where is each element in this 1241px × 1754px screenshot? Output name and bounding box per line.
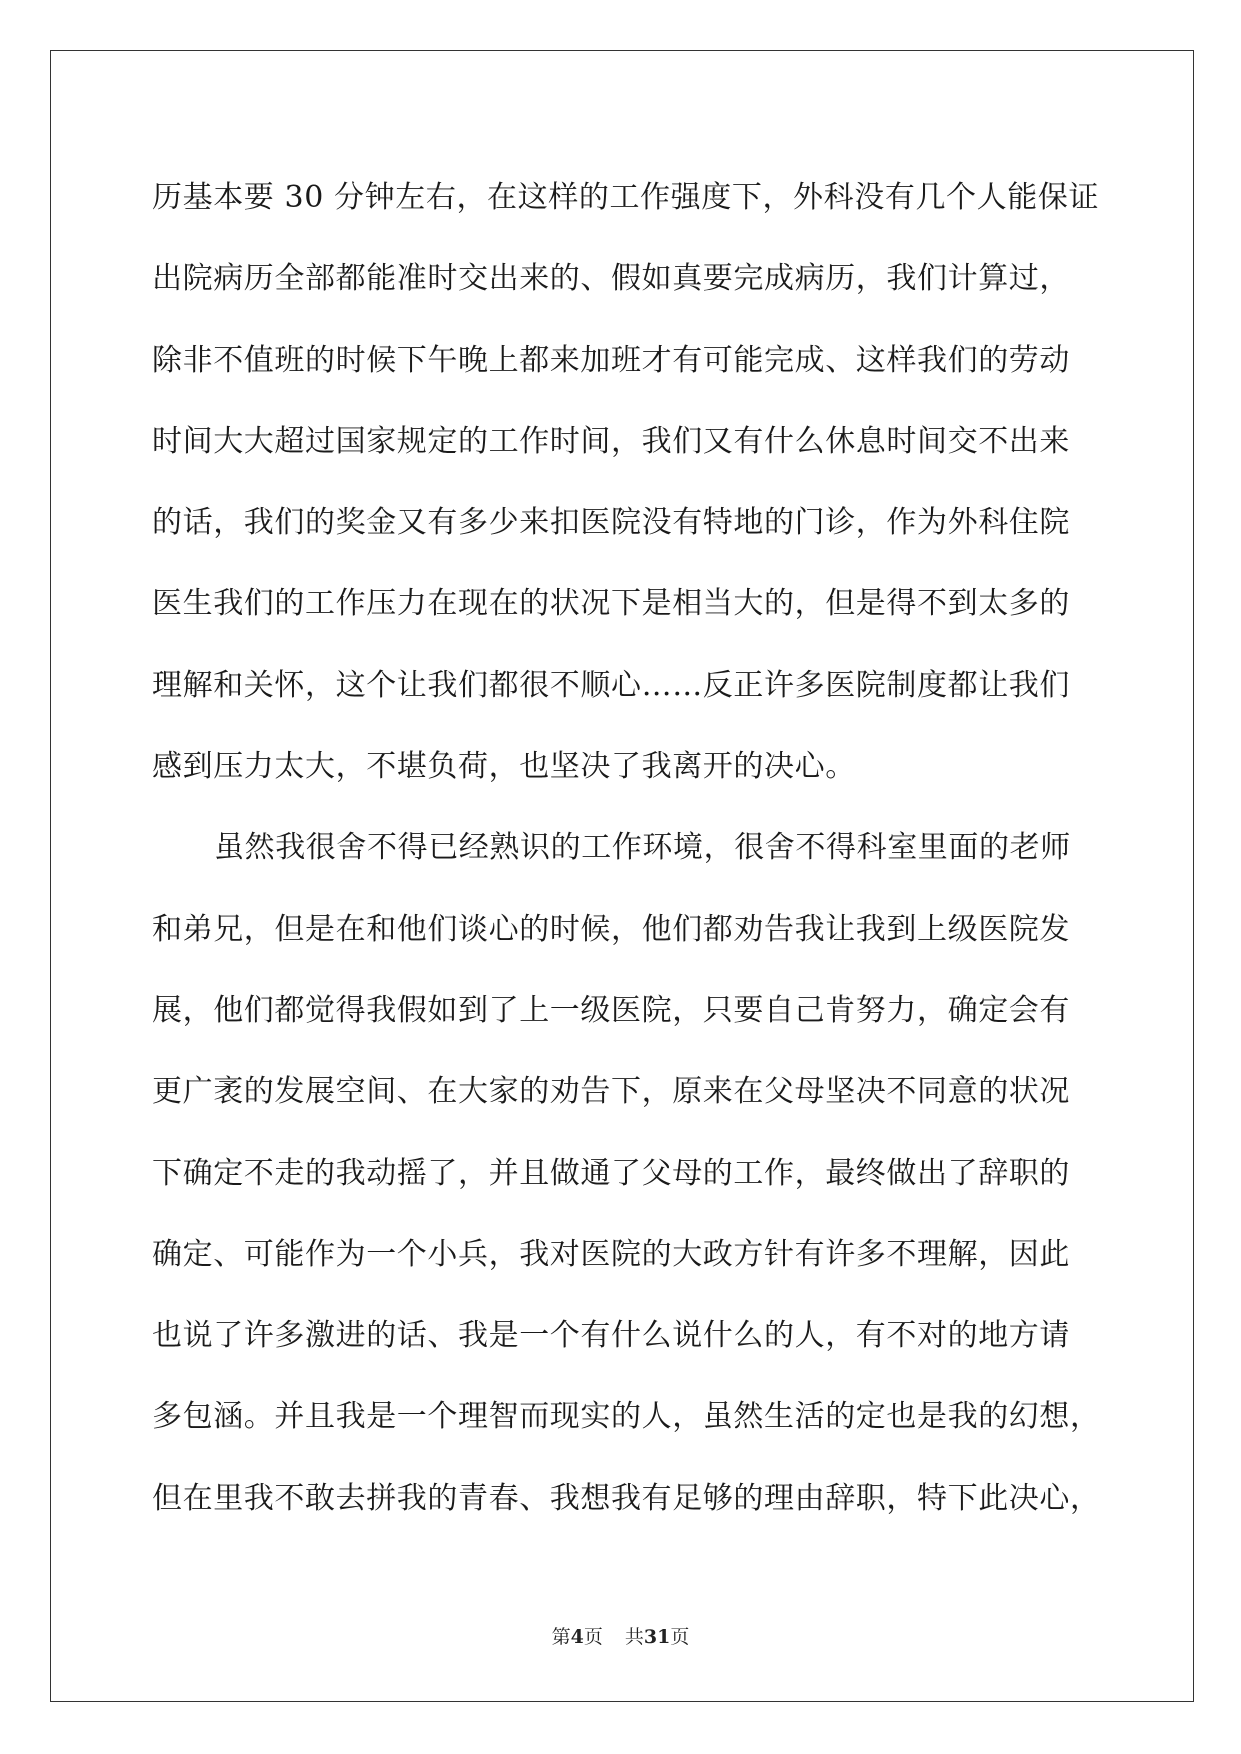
text-line: 感到压力太大，不堪负荷，也坚决了我离开的决心。: [152, 749, 856, 785]
text-line: 历基本要 30 分钟左右，在这样的工作强度下，外科没有几个人能保证: [152, 180, 1100, 215]
text-line: 和弟兄，但是在和他们谈心的时候，他们都劝告我让我到上级医院发: [152, 911, 1070, 947]
total-pages: 31: [643, 1626, 671, 1648]
text-line: 确定、可能作为一个小兵，我对医院的大政方针有许多不理解，因此: [152, 1236, 1070, 1272]
page-suffix: 页: [583, 1626, 603, 1648]
text-line: 出院病历全部都能准时交出来的、假如真要完成病历，我们计算过，: [152, 261, 1070, 297]
text-line: 展，他们都觉得我假如到了上一级医院，只要自己肯努力，确定会有: [152, 992, 1070, 1028]
text-line: 多包涵。并且我是一个理智而现实的人，虽然生活的定也是我的幻想，: [152, 1399, 1101, 1435]
page-number: 4: [570, 1626, 584, 1648]
document-body: [152, 157, 1122, 1539]
text-line: 除非不值班的时候下午晚上都来加班才有可能完成、这样我们的劳动: [152, 342, 1070, 378]
total-prefix: 共: [624, 1626, 644, 1648]
text-line: 理解和关怀，这个让我们都很不顺心……反正许多医院制度都让我们: [152, 667, 1070, 703]
text-line: 更广袤的发展空间、在大家的劝告下，原来在父母坚决不同意的状况: [152, 1074, 1070, 1110]
text-line: 的话，我们的奖金又有多少来扣医院没有特地的门诊，作为外科住院: [152, 505, 1070, 541]
text-line: 时间大大超过国家规定的工作时间，我们又有什么休息时间交不出来: [152, 423, 1070, 459]
text-line: 医生我们的工作压力在现在的状况下是相当大的，但是得不到太多的: [152, 586, 1070, 622]
text-line: 但在里我不敢去拼我的青春、我想我有足够的理由辞职，特下此决心，: [152, 1480, 1101, 1516]
text-line: 下确定不走的我动摇了，并且做通了父母的工作，最终做出了辞职的: [152, 1155, 1070, 1191]
page-prefix: 第: [551, 1626, 571, 1648]
page-footer: [0, 1622, 1241, 1649]
paragraph-start-line: 虽然我很舍不得已经熟识的工作环境，很舍不得科室里面的老师: [214, 830, 1071, 866]
total-suffix: 页: [670, 1626, 690, 1648]
text-line: 也说了许多激进的话、我是一个有什么说什么的人，有不对的地方请: [152, 1318, 1070, 1354]
